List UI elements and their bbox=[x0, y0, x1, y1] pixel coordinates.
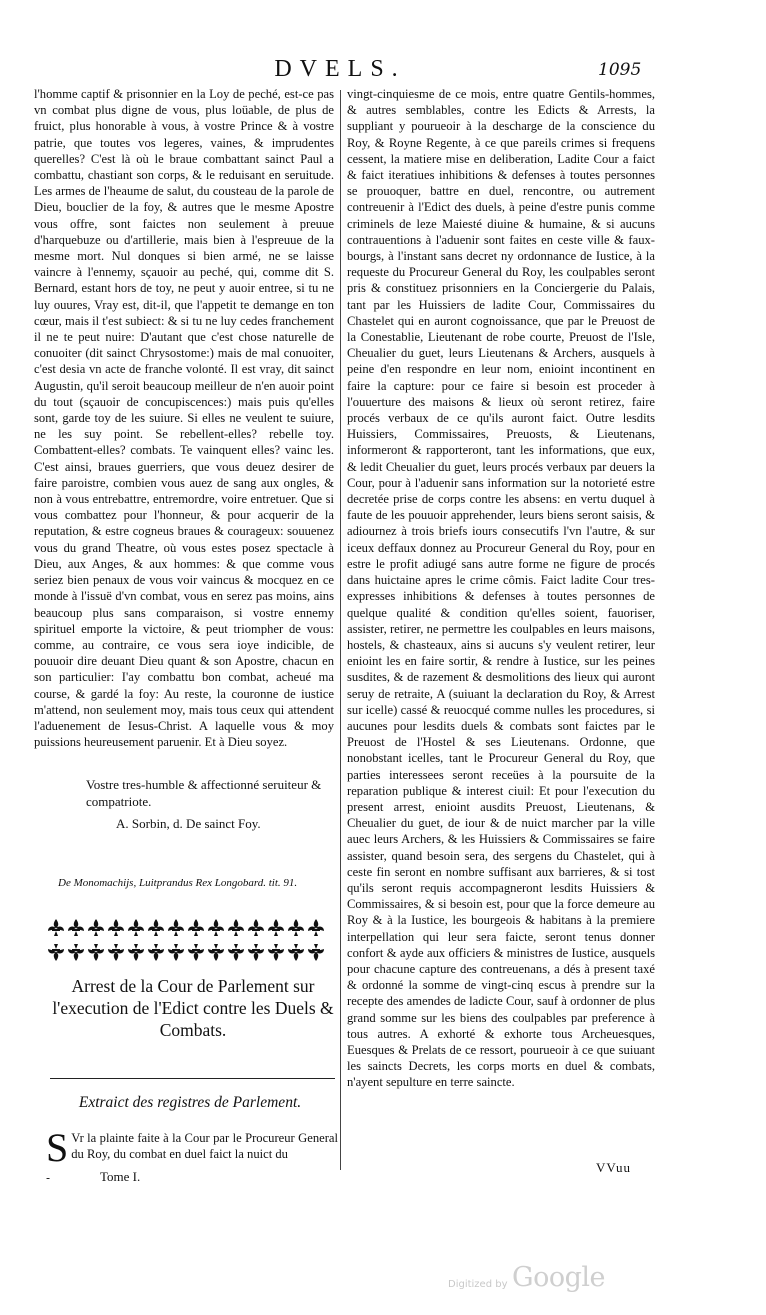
watermark-prefix: Digitized by bbox=[448, 1279, 508, 1290]
fleuron-ornament bbox=[46, 916, 338, 964]
left-column bbox=[34, 86, 334, 750]
running-head bbox=[0, 56, 766, 86]
letter-signoff bbox=[86, 776, 336, 832]
tome-label: Tome I. bbox=[100, 1169, 141, 1184]
left-column-text: l'homme captif & prisonnier en la Loy de peché, est-ce pas vn combat plus digne de vous, plus loüable, de plus de fruict, plus honorable à vous, à vostre Prince & à vostre patrie, que toutes vos legeres, vaines, & imprudentes querelles? C'est là où le braue combattant sainct Paul a combattu, chastiant son corps, & le reduisant en seruitude. Les armes de l'heaume de salut, du cousteau de la parole de Dieu, bouclier de la foy, & autres que le mesme Apostre vous offre, sont faictes non seulement à preuue d'harquebuze ou d'artillerie, mais bien à l'espreuue de la mesme mort. Nul donques si bien armé, ne se laisse vaincre à l'ennemy, sçauoir au peché, qui, comme dit S. Bernard, estant hors de toy, ne peut y auoir entree, si tu ne luy ouures, Vray est, dit-il, que l'appetit te demange en ton cœur, mais il t'est subiect: & si tu ne luy cedes franchement il ne te peut nuire: D'autant que c'est chose naturelle de conuoiter (dit sainct Chrysostome:) mais de mal conuoiter, c'est desia vn acte de franche volonté. Il est vray, dit sainct Augustin, qu'il seroit beaucoup meilleur de n'en auoir point du tout (sçauoir de concupiscences:) mais puis qu'elles sont, garde toy de les suiure. Si elles ne veulent te suiure, ne les suy point. Se rebellent-elles? rebelle toy. Combattent-elles? combats. Te vainquent elles? vainc les. C'est ainsi, braues guerriers, que vous deuez desirer de faire paroistre, combien vous auez de sang aux ongles, & non à vous entrebattre, entremordre, voire entretuer. Que si vous combattez pour l'honneur, & pour acquerir de la reputation, & estre cogneus braues & courageux: souuenez vous du grand Theatre, où vous estes posez spectacle à Dieu, aux Anges, & aux hommes: & que comme vous seriez bien penaux de vous voir vaincus & mocquez en ce monde à l'issuë d'vn combat, vous en serez pas moins, ains beaucoup plus sans comparaison, si vostre ennemy spirituel emporte la victoire, & peut triompher de vous: comme, au contraire, ce vous sera ioye indicible, de pouuoir dire deuant Dieu quant & son Apostre, chacun en son particulier: I'ay combattu bon combat, acheué ma course, & gardé la foy: Au reste, la couronne de iustice m'attend, non seulement moy, mais tous ceux qui attendent l'aduenement de Iesus-Christ. A laquelle vous & moy puissions heureusement paruenir. Et à Dieu soyez. bbox=[34, 87, 334, 750]
opening-paragraph bbox=[46, 1125, 338, 1170]
page-number: 1095 bbox=[598, 60, 642, 80]
footer-dash: - bbox=[46, 1171, 51, 1185]
margin-citation: De Monomachijs, Luitprandus Rex Longobard. tit. 91. bbox=[58, 877, 298, 889]
running-title: DVELS. bbox=[274, 56, 406, 82]
watermark-brand: Google bbox=[512, 1262, 605, 1293]
column-divider bbox=[340, 90, 341, 1170]
dropcap-initial: S bbox=[46, 1125, 69, 1170]
opening-text: Vr la plainte faite à la Cour par le Procureur General du Roy, du combat en duel faict la nuict du bbox=[71, 1131, 338, 1161]
arrest-title: Arrest de la Cour de Parlement sur l'execution de l'Edict contre les Duels & Combats. bbox=[52, 976, 334, 1040]
signoff-name: A. Sorbin, d. De sainct Foy. bbox=[116, 816, 261, 831]
title-rule bbox=[50, 1078, 335, 1079]
right-column bbox=[347, 86, 655, 1091]
registry-heading: Extraict des registres de Parlement. bbox=[78, 1094, 302, 1111]
right-column-text: vingt-cinquiesme de ce mois, entre quatre Gentils-hommes, & autres semblables, contre les Edicts & Arrests, la suppliant y pourueoir à la descharge de la conscience du Roy, & Royne Regente, à ce que pareils crimes si frequens cessent, la matiere mise en deliberation, Ladite Cour a faict & faict iteratiues inhibitions & defenses à toutes personnes se prouoquer, battre en duel, rencontre, ou autrement contreuenir à l'Edict des duels, à peine d'estre punis comme criminels de leze Maiesté diuine & humaine, & si aucuns contrauentions à l'aduenir sont faites en ceste ville & faux-bourgs, à l'instant sans decret ny ordonnance de Iustice, à la requeste du Procureur General du Roy, les coulpables seront pris & constituez prisonniers en la Conciergerie du Palais, tant par les Huissiers de ladite Cour, Commissaires du Chastelet qui en auront cognoissance, que par le Preuost de la Conestablie, Lieutenant de robe courte, Preuost de l'Isle, Cheualier du guet, leurs Lieutenans & Archers, ausquels à peine d'en respondre en leur nom, enioint incontinent en faire la capture: pour ce faire si besoin est proceder à l'ouuerture des maisons & lieux où seront retirez, faire procés verbaux de ce qu'ils auront faict. Outre lesdits Huissiers, Commissaires, Preuosts, & Lieutenans, informeront & rapporteront, tant les informations, que eux, & ledit Cheualier du guet, leurs procés verbaux par deuers la Cour, pour à l'aduenir sans information sur la notorieté estre decretée prise de corps contre les absens: en vertu duquel à faute de les pouuoir apprehender, leurs biens seront saisis, & adiournez à trois briefs iours consecutifs l'vn l'autre, & sur iceux deffaux donnez au Procureur General du Roy, pour en estre le profit adiugé sans autre forme ne figure de procés dans huictaine apres le crime cômis. Faict ladite Cour tres-expresses inhibitions & defenses à toutes personnes de quelque qualité & condition qu'elles soient, fauoriser, assister, retirer, ne permettre les coulpables en leurs maisons, hostels, & chasteaux, ains si aucuns s'y veulent retirer, leur enioint les en faire sortir, & rendre à Iustice, sur les peines susdites, & de razement & desmolitions des lieux qui auront seruy de retraite, A (suiuant la declaration du Roy, & Arrest sur icelle) cassé & reuocqué comme nulles les procedures, si aucunes pour lesdits duels & combats sont faictes par le Preuost de l'Hostel & ses Lieutenans. Ordonne, que nonobstant icelles, tant le Procureur General du Roy, que parties interessees seront receües à la poursuite de la reparation publique & interest ciuil: Et pour l'execution du present arrest, enioint ausdits Preuost, Lieutenans, & Cheualier du guet, de iour & de nuict marcher par la ville auec leurs Archers, & les Huissiers & Commissaires se faire assister, quand besoin sera, des sergens du Chastelet, qui à ceste fin seront en nombre suffisant aux barrieres, & si tost qu'ils seront requis accompagneront lesdits Huissiers & Commissaires, & si besoin est, pour que la force demeure au Roy & à la Iustice, les bourgeois & habitans à la premiere interpellation qui leur sera faicte, seront tenus donner confort & ayde aux officiers & ministres de Iustice, ausquels pour chacune capture des contreuenans, a dés à present taxé & ordonné la somme de vingt-cinq escus à prendre sur la recepte des amendes de ladicte Cour, sauf à ordonner de plus grand somme sur les biens des coulpables par preference à tous autres. A exhorté & exhorte tous Archeuesques, Euesques & Prelats de ce ressort, pourueoir à ce que suiuant les saincts Decrets, les corps morts en duel & combats, n'ayent sepulture en terre saincte. bbox=[347, 87, 655, 1090]
gathering-signature: VVuu bbox=[596, 1160, 631, 1175]
google-watermark bbox=[448, 1262, 648, 1298]
signoff-closing: Vostre tres-humble & affectionné seruiteur & compatriote. bbox=[86, 777, 322, 809]
